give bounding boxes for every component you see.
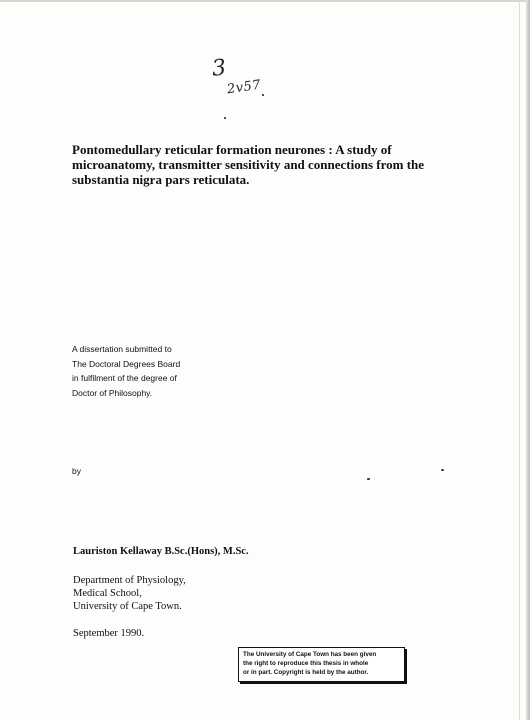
- submission-date: September 1990.: [73, 628, 145, 639]
- copyright-line: The University of Cape Town has been given: [243, 651, 377, 658]
- scan-speck: [367, 478, 370, 480]
- copyright-notice-box: [238, 647, 405, 682]
- copyright-line: or in part. Copyright is held by the author.: [243, 669, 369, 676]
- scan-speck: [441, 469, 444, 471]
- handwritten-number: 3: [210, 55, 228, 82]
- scan-speck: [224, 117, 226, 119]
- affiliation-line: Department of Physiology,: [73, 575, 186, 586]
- copyright-line: the right to reproduce this thesis in whole: [243, 660, 369, 667]
- author-name: Lauriston Kellaway B.Sc.(Hons), M.Sc.: [73, 546, 249, 557]
- submission-line: in fulfilment of the degree of: [72, 373, 177, 383]
- page-fold-line: [519, 0, 520, 720]
- affiliation-line: Medical School,: [73, 588, 142, 599]
- by-label: by: [72, 466, 81, 476]
- page-right-edge: [526, 0, 530, 720]
- page-top-edge: [0, 0, 530, 2]
- scan-speck: [262, 94, 264, 96]
- submission-statement: [72, 342, 180, 400]
- author-affiliation: [73, 574, 186, 613]
- submission-line: A dissertation submitted to: [72, 344, 172, 354]
- submission-line: The Doctoral Degrees Board: [72, 358, 181, 369]
- affiliation-line: University of Cape Town.: [73, 601, 182, 612]
- submission-line: Doctor of Philosophy.: [72, 387, 153, 398]
- thesis-title: Pontomedullary reticular formation neurones : A study of microanatomy, transmitter sensitivity and connections from the substantia nigra pars reticulata.: [72, 142, 425, 187]
- handwritten-code: 2v57: [226, 77, 263, 98]
